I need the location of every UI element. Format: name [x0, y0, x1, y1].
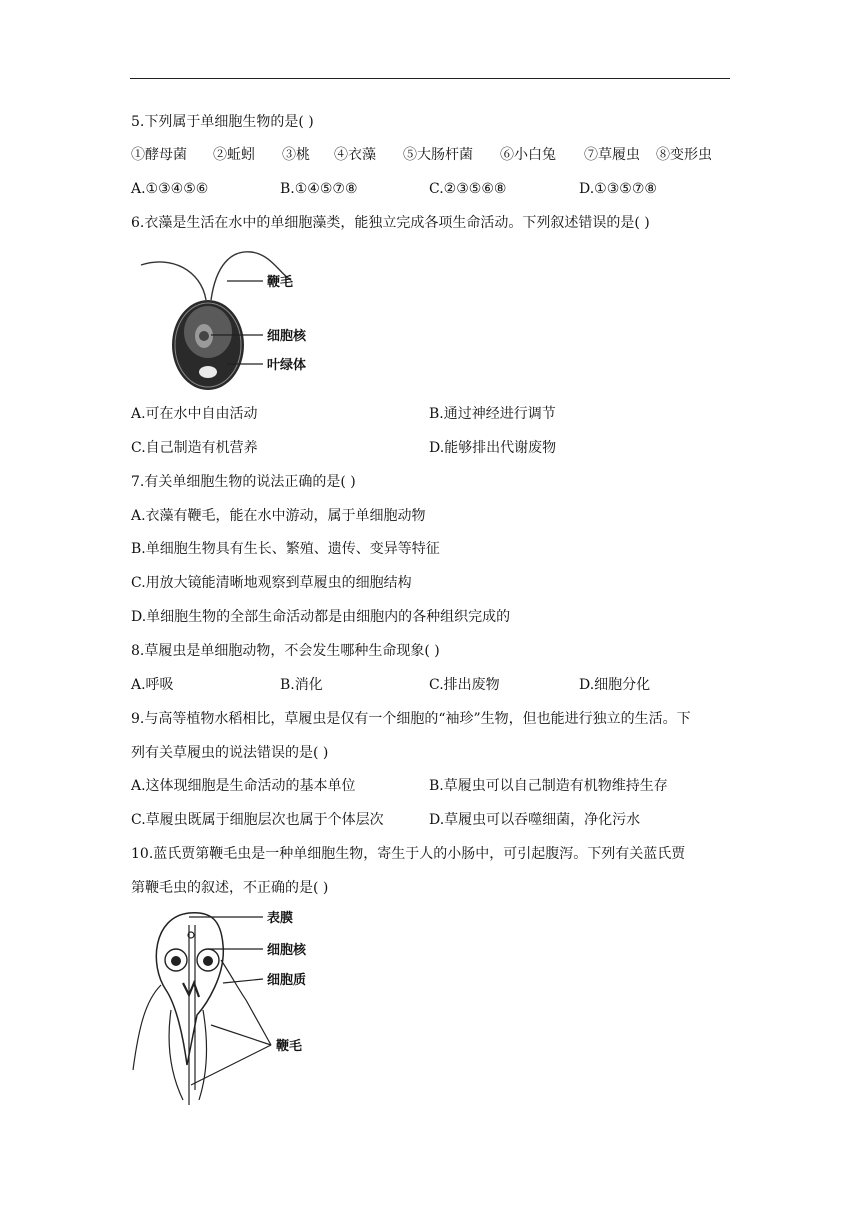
- q9-option-c[interactable]: C.草履虫既属于细胞层次也属于个体层次: [131, 812, 384, 828]
- q8-option-c[interactable]: C.排出废物: [429, 677, 500, 693]
- q6-option-d[interactable]: D.能够排出代谢废物: [429, 440, 557, 456]
- q5-option-d[interactable]: D.①③⑤⑦⑧: [579, 181, 657, 197]
- label-pellicle: 表膜: [267, 911, 294, 926]
- header-rule: [130, 78, 730, 79]
- q5-item: ④衣藻: [334, 147, 376, 163]
- chlamydomonas-figure: [131, 240, 331, 390]
- q5-item: ⑥小白兔: [500, 147, 556, 163]
- q6-option-a[interactable]: A.可在水中自由活动: [131, 406, 258, 422]
- q5-option-c[interactable]: C.②③⑤⑥⑧: [429, 181, 507, 197]
- q5-item: ⑤大肠杆菌: [403, 147, 473, 163]
- q5-option-b[interactable]: B.①④⑤⑦⑧: [280, 181, 358, 197]
- q7-option-a[interactable]: A.衣藻有鞭毛，能在水中游动，属于单细胞动物: [131, 508, 426, 524]
- q5-option-a[interactable]: A.①③④⑤⑥: [131, 181, 209, 197]
- label-flagellum: 鞭毛: [276, 1039, 303, 1054]
- q8-option-d[interactable]: D.细胞分化: [579, 677, 651, 693]
- q8-option-b[interactable]: B.消化: [280, 677, 323, 693]
- q7-option-b[interactable]: B.单细胞生物具有生长、繁殖、遗传、变异等特征: [131, 541, 440, 557]
- q8-stem: 8.草履虫是单细胞动物，不会发生哪种生命现象( ): [131, 643, 440, 659]
- q5-item: ①酵母菌: [131, 147, 187, 163]
- q7-option-d[interactable]: D.单细胞生物的全部生命活动都是由细胞内的各种组织完成的: [131, 609, 511, 625]
- q5-item: ②蚯蚓: [213, 147, 255, 163]
- q6-option-c[interactable]: C.自己制造有机营养: [131, 440, 258, 456]
- q5-item: ⑦草履虫: [584, 147, 640, 163]
- q8-option-a[interactable]: A.呼吸: [131, 677, 174, 693]
- label-nucleus: 细胞核: [267, 329, 307, 344]
- q6-option-b[interactable]: B.通过神经进行调节: [429, 406, 556, 422]
- label-nucleus: 细胞核: [267, 943, 307, 958]
- q7-option-c[interactable]: C.用放大镜能清晰地观察到草履虫的细胞结构: [131, 575, 412, 591]
- label-chloroplast: 叶绿体: [267, 358, 307, 373]
- label-flagellum: 鞭毛: [267, 275, 294, 290]
- q9-option-a[interactable]: A.这体现细胞是生命活动的基本单位: [131, 778, 356, 794]
- q10-stem-line1: 10.蓝氏贾第鞭毛虫是一种单细胞生物，寄生于人的小肠中，可引起腹泻。下列有关蓝氏贾: [131, 846, 686, 862]
- q5-stem: 5.下列属于单细胞生物的是( ): [131, 114, 314, 130]
- q6-stem: 6.衣藻是生活在水中的单细胞藻类，能独立完成各项生命活动。下列叙述错误的是( ): [131, 215, 650, 231]
- q9-option-b[interactable]: B.草履虫可以自己制造有机物维持生存: [429, 778, 668, 794]
- q5-item: ⑧变形虫: [656, 147, 712, 163]
- q5-item: ③桃: [282, 147, 310, 163]
- q7-stem: 7.有关单细胞生物的说法正确的是( ): [131, 474, 356, 490]
- q10-stem-line2: 第鞭毛虫的叙述，不正确的是( ): [131, 880, 329, 896]
- giardia-figure: [131, 905, 341, 1110]
- q9-stem-line2: 列有关草履虫的说法错误的是( ): [131, 745, 329, 761]
- label-cytoplasm: 细胞质: [267, 973, 307, 988]
- q9-stem-line1: 9.与高等植物水稻相比，草履虫是仅有一个细胞的“袖珍”生物，但也能进行独立的生活。下: [131, 711, 691, 727]
- q9-option-d[interactable]: D.草履虫可以吞噬细菌，净化污水: [429, 812, 641, 828]
